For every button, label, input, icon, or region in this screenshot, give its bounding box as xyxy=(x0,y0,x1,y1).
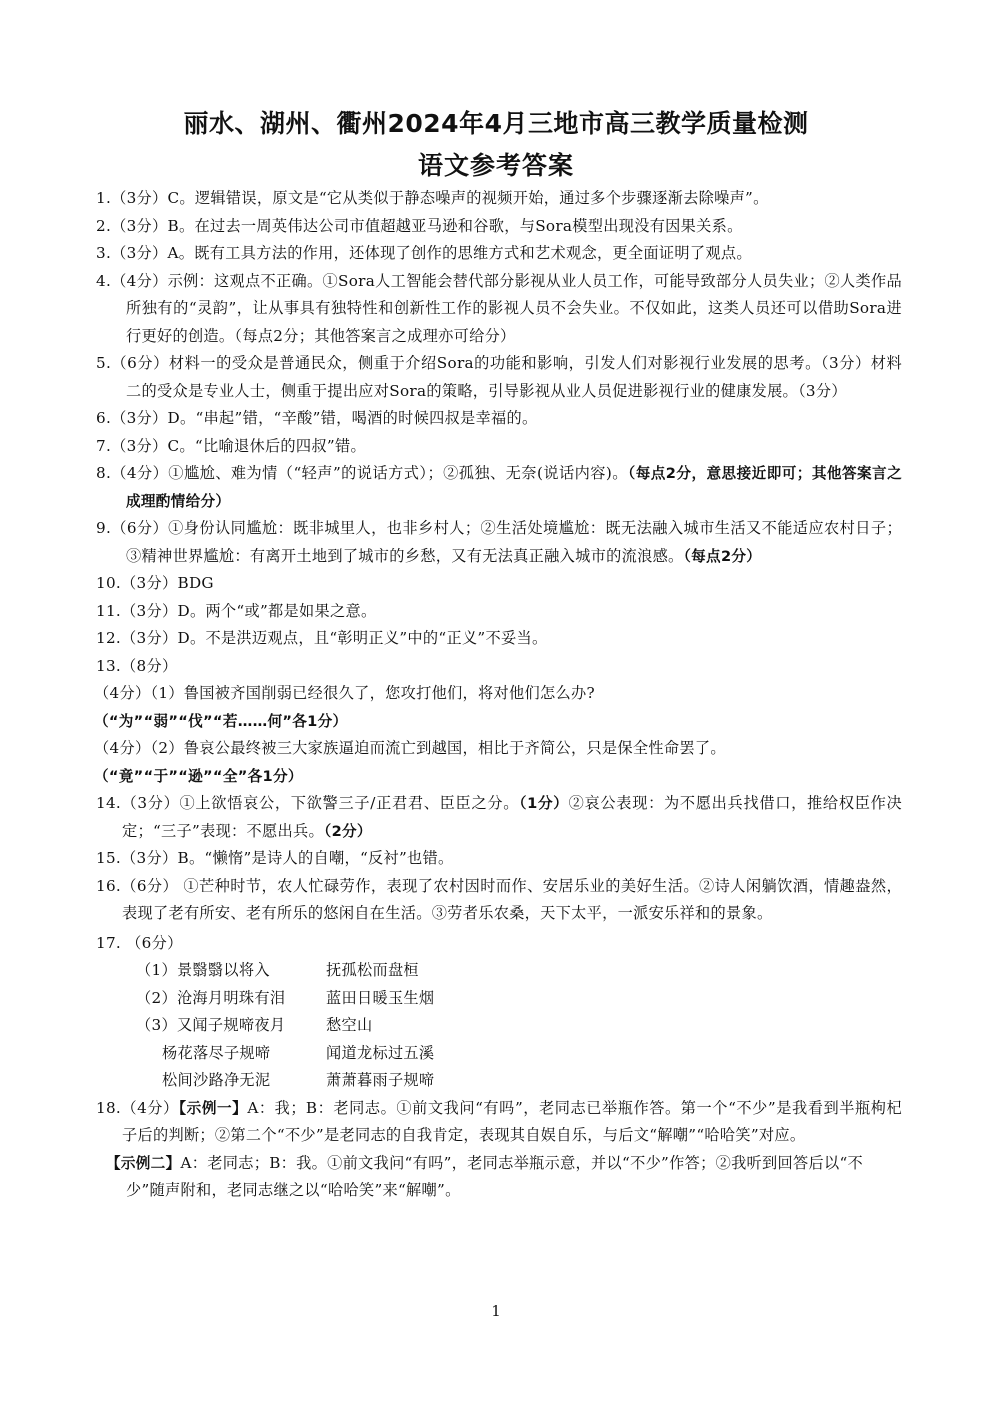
answer-5: 5.（6分）材料一的受众是普通民众，侧重于介绍Sora的功能和影响，引发人们对影视行业发展的思考。（3分）材料二的受众是专业人士，侧重于提出应对Sora的策略，引导影视从业人员促进影视行业的健康发展。（3分） xyxy=(96,354,902,400)
answer-13-part-1-note: （“为”“弱”“伐”“若……何”各1分） xyxy=(94,712,348,730)
answer-15: 15.（3分）B。“懒惰”是诗人的自嘲，“反衬”也错。 xyxy=(96,849,454,867)
answer-18 xyxy=(96,1095,902,1150)
answer-18-example-1-tag: 【示例一】 xyxy=(178,1099,248,1117)
answer-13-part-2-note: （“竟”“于”“逊”“全”各1分） xyxy=(94,767,303,785)
answer-8 xyxy=(96,460,902,515)
answer-14-part-b-note: （2分） xyxy=(323,822,372,840)
page-title: 丽水、湖州、衢州2024年4月三地市高三教学质量检测 xyxy=(183,109,809,138)
answer-1: 1.（3分）C。逻辑错误，原文是“它从类似于静态噪声的视频开始，通过多个步骤逐渐去除噪声”。 xyxy=(96,189,769,207)
answer-3: 3.（3分）A。既有工具方法的作用，还体现了创作的思维方式和艺术观念，更全面证明了观点。 xyxy=(96,244,752,262)
page-number: 1 xyxy=(491,1302,501,1320)
answer-17-line-1-b: 抚孤松而盘桓 xyxy=(326,961,419,979)
answer-8-scoring-note: （每点2分，意思接近即可；其他答案言之成理酌情给分） xyxy=(126,465,902,510)
answer-18-heading: 18.（4分） xyxy=(96,1098,179,1117)
answer-7: 7.（3分）C。“比喻退休后的四叔”错。 xyxy=(96,436,366,455)
answer-17-line-4-a: 杨花落尽子规啼 xyxy=(162,1043,271,1062)
answer-14-part-a: 14.（3分）①上欲悟哀公，下欲警三子/正君君、臣臣之分。 xyxy=(96,794,520,812)
answer-17-line-3-a: （3）又闻子规啼夜月 xyxy=(136,1016,286,1034)
answer-17-line-5 xyxy=(96,1067,902,1095)
answer-17-line-4-b: 闻道龙标过五溪 xyxy=(326,1043,435,1062)
answer-17-line-4 xyxy=(96,1040,902,1068)
answer-4: 4.（4分）示例：这观点不正确。①Sora人工智能会替代部分影视从业人员工作，可能导致部分人员失业；②人类作品所独有的“灵韵”，让从事具有独特性和创新性工作的影视人员不会失业。不仅如此，这类人员还可以借助Sora进行更好的创造。（每点2分；其他答案言之成理亦可给分） xyxy=(96,271,902,345)
answer-13-part-2: （4分）（2）鲁哀公最终被三大家族逼迫而流亡到越国，相比于齐简公，只是保全性命罢了。 xyxy=(94,739,726,757)
answer-18-example-1: A：我；B：老同志。①前文我问“有吗”，老同志已举瓶作答。第一个“不少”是我看到半瓶枸杞子后的判断；②第二个“不少”是老同志的自我肯定，表现其自娱自乐，与后文“解嘲”“哈哈笑”对应。 xyxy=(122,1098,902,1144)
answer-17-line-3-b: 愁空山 xyxy=(326,1016,373,1034)
answer-9-scoring-note: （每点2分） xyxy=(683,547,762,565)
answer-9 xyxy=(96,515,902,570)
answer-17-line-5-a: 松间沙路净无泥 xyxy=(162,1071,271,1089)
answer-17-line-1 xyxy=(96,957,902,985)
answer-16: 16.（6分） ①芒种时节，农人忙碌劳作，表现了农村因时而作、安居乐业的美好生活。②诗人闲躺饮酒，情趣盎然，表现了老有所安、老有所乐的悠闲自在生活。③劳者乐农桑，天下太平，一派安乐祥和的景象。 xyxy=(96,876,902,922)
answer-8-text: 8.（4分）①尴尬、难为情（“轻声”的说话方式）；②孤独、无奈(说话内容)。 xyxy=(96,464,628,482)
answer-14-part-b: ②哀公表现：为不愿出兵找借口，推给权臣作决定；“三子”表现：不愿出兵。 xyxy=(122,794,902,840)
answer-18-example-2 xyxy=(96,1150,902,1205)
page-subtitle: 语文参考答案 xyxy=(417,151,574,180)
answer-10: 10.（3分）BDG xyxy=(96,574,214,592)
answer-11: 11.（3分）D。两个“或”都是如果之意。 xyxy=(96,601,377,620)
answer-13: 13.（8分） xyxy=(96,656,178,675)
answer-18-example-2-tag: 【示例二】 xyxy=(106,1154,181,1172)
answer-12: 12.（3分）D。不是洪迈观点，且“彰明正义”中的“正义”不妥当。 xyxy=(96,629,548,647)
answers-body xyxy=(96,185,902,1205)
answer-14 xyxy=(96,790,902,845)
answer-17: 17. （6分） xyxy=(96,933,183,952)
answer-18-example-2-text: A：老同志；B：我。①前文我问“有吗”，老同志举瓶示意，并以“不少”作答；②我听到回答后以“不少”随声附和，老同志继之以“哈哈笑”来“解嘲”。 xyxy=(126,1153,864,1199)
answer-17-line-2-b: 蓝田日暖玉生烟 xyxy=(326,988,435,1007)
answer-17-line-3 xyxy=(96,1012,902,1040)
answer-17-line-2-a: （2）沧海月明珠有泪 xyxy=(136,988,286,1007)
answer-14-part-a-note: （1分） xyxy=(519,795,569,812)
answer-13-part-1: （4分）（1）鲁国被齐国削弱已经很久了，您攻打他们，将对他们怎么办? xyxy=(94,684,595,702)
answer-17-line-2 xyxy=(96,985,902,1013)
answer-17-line-5-b: 萧萧暮雨子规啼 xyxy=(326,1071,435,1089)
answer-6: 6.（3分）D。“串起”错，“辛酸”错，喝酒的时候四叔是幸福的。 xyxy=(96,409,538,427)
answer-2: 2.（3分）B。在过去一周英伟达公司市值超越亚马逊和谷歌，与Sora模型出现没有因果关系。 xyxy=(96,216,743,235)
answer-9-text: 9.（6分）①身份认同尴尬：既非城里人，也非乡村人；②生活处境尴尬：既无法融入城市生活又不能适应农村日子；③精神世界尴尬：有离开土地到了城市的乡愁，又有无法真正融入城市的流浪感。 xyxy=(96,519,902,565)
answer-17-line-1-a: （1）景翳翳以将入 xyxy=(136,961,270,979)
